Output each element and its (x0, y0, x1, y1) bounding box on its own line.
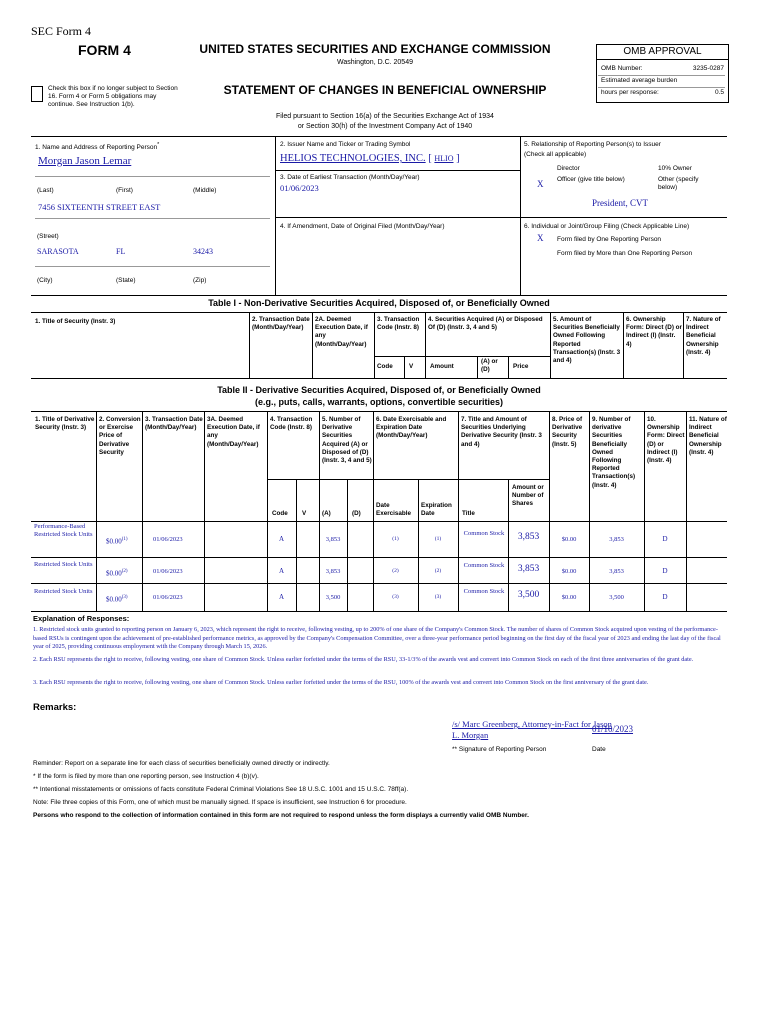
footer-multiple: * If the form is filed by more than one reporting person, see Instruction 4 (b)(v). (33, 773, 259, 780)
omb-title: OMB APPROVAL (597, 45, 728, 60)
director-label: Director (557, 165, 580, 172)
row-title: Common Stock (463, 562, 505, 569)
omb-number-label: OMB Number: (601, 65, 643, 72)
filed-line-1: Filed pursuant to Section 16(a) of the Securities Exchange Act of 1934 (276, 113, 494, 120)
t2-title: Title (462, 510, 475, 517)
other-label: Other (specify below) (658, 176, 699, 191)
sec-form-label: SEC Form 4 (31, 24, 92, 38)
t2-h11: 11. Nature of Indirect Beneficial Ownership (Instr. 4) (689, 416, 727, 456)
city-value: SARASOTA (37, 247, 79, 256)
agency-title: UNITED STATES SECURITIES AND EXCHANGE COMMISSION (199, 42, 551, 56)
t1-h3: 3. Transaction Code (Instr. 8) (377, 316, 420, 332)
t2-h4: 4. Transaction Code (Instr. 8) (270, 416, 313, 432)
footer-reminder: Reminder: Report on a separate line for each class of securities beneficially owned directly or indirectly. (33, 760, 330, 767)
row-shares: 3,853 (517, 564, 540, 574)
t2-h7: 7. Title and Amount of Securities Underlying Derivative Security (Instr. 3 and 4) (461, 416, 542, 448)
row-deriv-price: $0.00 (561, 594, 577, 601)
signature-label: ** Signature of Reporting Person (452, 746, 547, 753)
no-longer-subject-checkbox[interactable] (31, 86, 43, 102)
street-value: 7456 SIXTEENTH STREET EAST (38, 202, 161, 212)
state-value: FL (116, 247, 126, 256)
date-label: Date (592, 746, 606, 753)
statement-title: STATEMENT OF CHANGES IN BENEFICIAL OWNERSHIP (223, 83, 547, 97)
t2-date-ex: Date Exercisable (376, 502, 412, 518)
checkbox-text: Check this box if no longer subject to Section 16. Form 4 or Form 5 obligations may continue. See Instruction 1(b). (48, 85, 178, 108)
row-date-ex: (1) (392, 536, 399, 542)
officer-check-mark: X (537, 179, 544, 189)
t2-h3: 3. Transaction Date (Month/Day/Year) (145, 416, 203, 432)
row-shares: 3,853 (517, 532, 540, 542)
box1-label: 1. Name and Address of Reporting Person* (35, 142, 160, 152)
t1-amount: Amount (430, 363, 454, 370)
t2-h2: 2. Conversion or Exercise Price of Derivative Security (99, 416, 141, 456)
row-security: Restricted Stock Units (34, 588, 93, 595)
table1-title: Table I - Non-Derivative Securities Acquired, Disposed of, or Beneficially Owned (208, 298, 550, 308)
earliest-transaction-date: 01/06/2023 (280, 183, 319, 193)
zip-label: (Zip) (193, 277, 207, 284)
middle-label: (Middle) (193, 187, 217, 194)
last-label: (Last) (37, 187, 54, 194)
agency-location: Washington, D.C. 20549 (336, 59, 413, 66)
explanation-3: 3. Each RSU represents the right to receive, following vesting, one share of Common Stock. Unless earlier forfeited under the terms of the RSU, 100% of the awards vest and convert into Common Stock on the first anniversary of the grant date. (33, 679, 649, 686)
box3-label: 3. Date of Earliest Transaction (Month/Day/Year) (280, 174, 420, 181)
one-person-label: Form filed by One Reporting Person (557, 236, 662, 243)
row-date-ex: (2) (392, 568, 399, 574)
row-deriv-price: $0.00 (561, 536, 577, 543)
t2-h5: 5. Number of Derivative Securities Acquired (A) or Disposed of (D) (Instr. 3, 4 and 5) (322, 416, 372, 465)
omb-hours-value: 0.5 (714, 89, 724, 96)
t1-h2: 2. Transaction Date (Month/Day/Year) (252, 316, 310, 332)
t1-aord: (A) or (D) (481, 358, 498, 374)
row-security: Restricted Stock Units (34, 561, 93, 568)
state-label: (State) (116, 277, 136, 284)
explanation-title: Explanation of Responses: (33, 614, 130, 623)
ten-pct-owner-label: 10% Owner (658, 165, 692, 172)
row-acquired: 3,853 (325, 568, 341, 575)
box5-label: 5. Relationship of Reporting Person(s) to Issuer (524, 141, 661, 148)
explanation-1: 1. Restricted stock units granted to reporting person on January 6, 2023, which represent the right to receive, following vesting, up to 200% of one share of the Company's Common Stock. The number of shares of Common Stock acquired upon vesting of the performance-based RSUs is contingent upon the achievement of pre-established performance metrics, as approved by the Company's Compensation Committee, over a three-year performance period beginning on the first day of the fiscal year of 2023 and ending the last day of the fiscal year of 2025, providing continuous employment with the Company through March 15, 2026. (33, 626, 721, 650)
more-person-label: Form filed by More than One Reporting Person (557, 250, 693, 257)
row-expiration: (3) (434, 594, 442, 600)
zip-value: 34243 (193, 247, 213, 256)
box5-sublabel: (Check all applicable) (524, 151, 587, 158)
first-label: (First) (116, 187, 133, 194)
row-code: A (278, 567, 285, 575)
issuer-name: HELIOS TECHNOLOGIES, INC. [ HLIO ] (280, 153, 460, 164)
t2-h1: 1. Title of Derivative Security (Instr. 3) (35, 416, 95, 432)
officer-title: President, CVT (592, 198, 648, 208)
box6-label: 6. Individual or Joint/Group Filing (Check Applicable Line) (524, 223, 690, 230)
t2-h10: 10. Ownership Form: Direct (D) or Indirect (I) (Instr. 4) (647, 416, 685, 465)
table2-title: Table II - Derivative Securities Acquired, Disposed of, or Beneficially Owned (e.g., puts, calls, warrants, options, convertible securities) (217, 385, 541, 407)
row-date: 01/06/2023 (153, 536, 183, 543)
row-owned: 3,853 (609, 536, 624, 543)
t1-h1: 1. Title of Security (Instr. 3) (35, 318, 116, 325)
row-price: $0.00$^{(1)}$ (106, 537, 128, 546)
t1-h6: 6. Ownership Form: Direct (D) or Indirect (I) (Instr. 4) (626, 316, 682, 348)
filed-line-2: or Section 30(h) of the Investment Company Act of 1940 (297, 123, 473, 130)
row-acquired: 3,853 (325, 536, 341, 543)
explanation-2: 2. Each RSU represents the right to receive, following vesting, one share of Common Stock. Unless earlier forfeited under the terms of the RSU, 33-1/3% of the awards vest and convert into Common Stock on each of the first three anniversaries of the grant date. (33, 656, 694, 663)
row-deriv-price: $0.00 (561, 568, 577, 575)
row-acquired: 3,500 (325, 594, 341, 601)
t2-code: Code (272, 510, 288, 517)
row-title: Common Stock (463, 530, 505, 537)
row-security: Performance-Based Restricted Stock Units (34, 523, 93, 539)
t1-code: Code (377, 363, 393, 370)
footer-note: Note: File three copies of this Form, one of which must be manually signed. If space is insufficient, see Instruction 6 for procedure. (33, 799, 407, 806)
row-shares: 3,500 (517, 590, 540, 600)
t1-h5: 5. Amount of Securities Beneficially Owned Following Reported Transaction(s) (Instr. 3 and 4) (553, 316, 621, 365)
row-date: 01/06/2023 (153, 594, 183, 601)
t1-h4: 4. Securities Acquired (A) or Disposed Of (D) (Instr. 3, 4 and 5) (428, 316, 543, 332)
row-form: D (662, 567, 668, 575)
row-owned: 3,853 (609, 568, 624, 575)
row-expiration: (2) (434, 568, 442, 574)
footer-omb-notice: Persons who respond to the collection of information contained in this form are not required to respond unless the form displays a currently valid OMB Number. (33, 812, 529, 819)
t2-exp: Expiration Date (421, 502, 452, 518)
one-person-check-mark: X (537, 233, 544, 243)
city-label: (City) (37, 277, 53, 284)
t2-h6: 6. Date Exercisable and Expiration Date (Month/Day/Year) (376, 416, 447, 440)
reporting-person-name: Morgan Jason Lemar (38, 155, 132, 167)
t1-price: Price (513, 363, 529, 370)
row-form: D (662, 593, 668, 601)
t2-h9: 9. Number of derivative Securities Beneficially Owned Following Reported Transaction(s) (Instr. 4) (592, 416, 636, 489)
officer-label: Officer (give title below) (557, 176, 625, 183)
row-owned: 3,500 (609, 594, 624, 601)
row-price: $0.00$^{(2)}$ (106, 569, 128, 578)
omb-approval-box (596, 44, 729, 103)
row-form: D (662, 535, 668, 543)
t1-v: V (409, 363, 414, 370)
t2-a: (A) (322, 510, 331, 517)
omb-burden-label: Estimated average burden (601, 77, 678, 84)
t2-h8: 8. Price of Derivative Security (Instr. 5) (552, 416, 583, 448)
t1-h7: 7. Nature of Indirect Beneficial Ownership (Instr. 4) (686, 316, 721, 356)
row-expiration: (1) (434, 536, 442, 542)
row-code: A (278, 593, 285, 601)
t2-h3a: 3A. Deemed Execution Date, if any (Month/Day/Year) (207, 416, 260, 448)
street-label: (Street) (37, 233, 59, 240)
row-price: $0.00$^{(3)}$ (106, 595, 128, 604)
form-title: FORM 4 (78, 42, 131, 58)
omb-hours-label: hours per response: (601, 89, 659, 96)
omb-number-value: 3235-0287 (692, 65, 724, 72)
row-code: A (278, 535, 285, 543)
remarks-title: Remarks: (33, 702, 77, 713)
signature-date: 01/10/2023 (592, 724, 634, 734)
t1-h2a: 2A. Deemed Execution Date, if any (Month/Day/Year) (315, 316, 368, 348)
t2-amount-shares: Amount or Number of Shares (512, 484, 544, 508)
row-date: 01/06/2023 (153, 568, 183, 575)
t2-v: V (302, 510, 307, 517)
signature: /s/ Marc Greenberg, Attorney-in-Fact for Jason L. Morgan (452, 719, 612, 740)
row-title: Common Stock (463, 588, 505, 595)
box4-label: 4. If Amendment, Date of Original Filed (Month/Day/Year) (280, 223, 445, 230)
t2-d: (D) (352, 510, 361, 517)
row-date-ex: (3) (392, 594, 399, 600)
footer-misstatements: ** Intentional misstatements or omissions of facts constitute Federal Criminal Violations See 18 U.S.C. 1001 and 15 U.S.C. 78ff(a). (33, 786, 409, 793)
box2-label: 2. Issuer Name and Ticker or Trading Symbol (280, 141, 411, 148)
